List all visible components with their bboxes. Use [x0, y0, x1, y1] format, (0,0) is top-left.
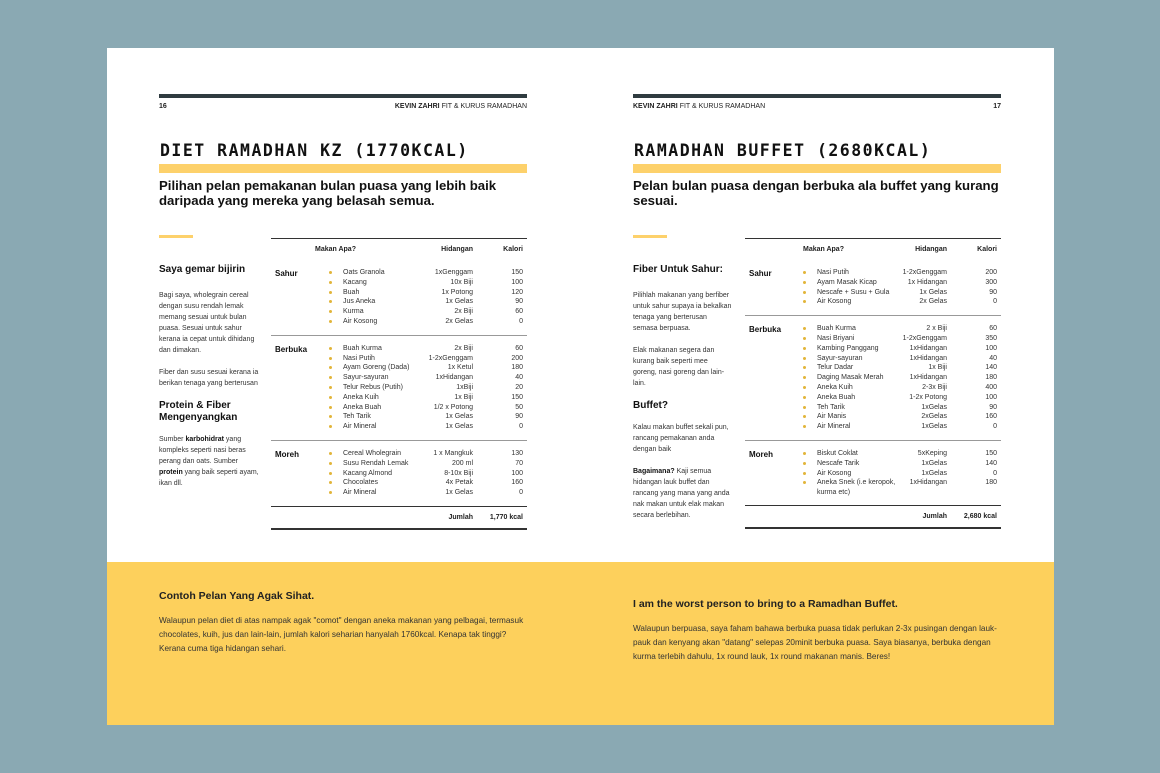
calorie-value: 0 — [993, 298, 997, 306]
table-body — [271, 260, 527, 506]
serving-size: 1xHidangan — [909, 354, 947, 362]
table-row — [271, 317, 527, 327]
food-item: Air Mineral — [343, 489, 377, 497]
table-row — [271, 373, 527, 383]
food-item: Chocolates — [343, 479, 379, 487]
calorie-value: 0 — [519, 423, 523, 431]
table-total — [745, 505, 1001, 527]
footer-right-box — [633, 598, 1001, 664]
table-row — [271, 307, 527, 317]
table-row — [271, 363, 527, 373]
table-row — [745, 449, 1001, 459]
running-header — [633, 103, 765, 110]
serving-size: 1x Gelas — [445, 489, 473, 497]
calorie-value: 300 — [985, 278, 997, 286]
bullet-icon — [803, 472, 806, 475]
sidebar-heading: Buffet? — [633, 400, 668, 411]
table-bottom-rule — [745, 527, 1001, 529]
sidebar-paragraph: Fiber dan susu sesuai kerana ia berikan tenaga yang berterusan — [159, 369, 259, 387]
serving-size: 4x Petak — [445, 479, 473, 487]
table-body — [745, 260, 1001, 505]
serving-size: 1x Biji — [928, 364, 947, 372]
food-item: Biskut Coklat — [817, 449, 858, 457]
food-item: Aneka Kuih — [343, 393, 379, 401]
bullet-icon — [329, 347, 332, 350]
serving-size: 1xGelas — [921, 459, 947, 467]
table-row — [271, 403, 527, 413]
serving-size: 1xGelas — [921, 423, 947, 431]
bullet-icon — [803, 357, 806, 360]
table-row — [745, 288, 1001, 298]
calorie-value: 140 — [985, 459, 997, 467]
total-value: 1,770 kcal — [489, 513, 523, 521]
page-number: 16 — [159, 103, 167, 110]
table-row — [745, 459, 1001, 469]
calorie-value: 200 — [511, 354, 523, 362]
calorie-value: 40 — [515, 374, 523, 382]
table-row — [745, 334, 1001, 344]
sidebar-heading: Protein & Fiber Mengenyangkan — [159, 400, 238, 423]
food-item: Oats Granola — [343, 269, 385, 276]
page-title: RAMADHAN BUFFET (2680KCAL) — [634, 141, 932, 160]
food-item: Jus Aneka — [343, 298, 376, 306]
col-header-item: Makan Apa? — [315, 246, 356, 253]
table-header — [271, 239, 527, 260]
serving-size: 1/2 x Potong — [433, 403, 473, 411]
food-item: Teh Tarik — [817, 403, 845, 411]
footer-heading: I am the worst person to bring to a Ramadhan Buffet. — [633, 598, 898, 610]
food-item: Kacang — [343, 278, 367, 286]
col-header-item: Makan Apa? — [803, 246, 844, 253]
calorie-value: 60 — [989, 325, 997, 333]
meal-group — [271, 335, 527, 440]
bullet-icon — [329, 281, 332, 284]
bullet-icon — [803, 271, 806, 274]
table-row — [271, 478, 527, 488]
meal-group — [271, 440, 527, 506]
col-header-calories: Kalori — [977, 246, 997, 253]
bullet-icon — [329, 320, 332, 323]
food-item: Aneka Buah — [343, 403, 382, 411]
food-item: Buah Kurma — [343, 344, 382, 352]
bullet-icon — [329, 366, 332, 369]
food-item: Daging Masak Merah — [817, 374, 884, 382]
calorie-value: 100 — [511, 469, 523, 477]
calorie-value: 160 — [985, 413, 997, 421]
food-item: Nasi Putih — [817, 269, 849, 276]
table-row — [745, 478, 1001, 497]
serving-size: 5xKeping — [917, 449, 947, 457]
sidebar-notes — [633, 264, 733, 532]
calorie-value: 100 — [511, 278, 523, 286]
food-item: Air Kosong — [343, 317, 378, 325]
serving-size: 10x Biji — [450, 278, 473, 286]
bullet-icon — [329, 396, 332, 399]
food-item: Nescafe + Susu + Gula — [817, 288, 890, 296]
serving-size: 1x Gelas — [445, 298, 473, 306]
serving-size: 1xGelas — [921, 469, 947, 477]
meal-table — [745, 238, 1001, 529]
calorie-value: 400 — [985, 383, 997, 391]
food-item: Air Kosong — [817, 298, 852, 306]
total-value: 2,680 kcal — [963, 513, 997, 521]
sidebar-paragraph: Elak makanan segera dan kurang baik seperti mee goreng, nasi goreng dan lain-lain. — [633, 347, 725, 387]
bullet-icon — [329, 462, 332, 465]
calorie-value: 180 — [985, 374, 997, 382]
sidebar-paragraph: Sumber karbohidrat yang kompleks seperti nasi beras perang dan oats. Sumber protein yang baik seperti ayam, ikan dll. — [159, 436, 259, 487]
calorie-value: 90 — [989, 288, 997, 296]
meal-group-label: Berbuka — [749, 325, 782, 335]
calorie-value: 150 — [511, 269, 523, 276]
table-row — [745, 393, 1001, 403]
footer-body: Walaupun pelan diet di atas nampak agak "comot" dengan aneka makanan yang pelbagai, termasuk chocolates, kuih, jus dan lain-lain, jumlah kalori seharian hanyalah 1760kcal. Kenapa tak tinggi? Kerana cuma tiga hidangan sehari. — [159, 616, 524, 653]
bullet-icon — [329, 415, 332, 418]
serving-size: 1x Gelas — [445, 413, 473, 421]
page-subtitle: Pelan bulan puasa dengan berbuka ala buffet yang kurang sesuai. — [633, 178, 999, 208]
serving-size: 1-2xGenggam — [902, 269, 947, 276]
serving-size: 1xGenggam — [434, 269, 473, 276]
book-spread — [107, 48, 1054, 725]
table-row — [745, 363, 1001, 373]
calorie-value: 180 — [511, 364, 523, 372]
sidebar-paragraph: Bagi saya, wholegrain cereal dengan susu rendah lemak memang sesuai untuk bulan puasa. Sesuai untuk sahur kerana ia cepat untuk dihidang dan dimakan. — [159, 292, 255, 354]
serving-size: 8-10x Biji — [444, 469, 473, 477]
serving-size: 200 ml — [451, 459, 473, 467]
accent-rule — [633, 235, 667, 238]
calorie-value: 150 — [511, 393, 523, 401]
meal-group-label: Sahur — [275, 269, 298, 278]
table-row — [745, 403, 1001, 413]
table-row — [745, 373, 1001, 383]
serving-size: 1xHidangan — [435, 374, 473, 382]
table-row — [745, 354, 1001, 364]
table-total — [271, 506, 527, 528]
calorie-value: 0 — [519, 489, 523, 497]
meal-group-label: Moreh — [749, 449, 773, 459]
bullet-icon — [803, 481, 806, 484]
bullet-icon — [329, 357, 332, 360]
calorie-value: 0 — [993, 469, 997, 477]
bullet-icon — [803, 396, 806, 399]
serving-size: 2-3x Biji — [922, 383, 947, 391]
food-item: Buah Kurma — [817, 325, 856, 333]
serving-size: 1x Hidangan — [907, 278, 947, 286]
bullet-icon — [803, 406, 806, 409]
meal-group — [745, 440, 1001, 505]
serving-size: 2x Biji — [454, 308, 473, 316]
bullet-icon — [803, 327, 806, 330]
total-label: Jumlah — [448, 513, 473, 521]
title-highlight — [633, 164, 1001, 173]
food-item: Buah — [343, 288, 360, 296]
bullet-icon — [329, 472, 332, 475]
table-row — [271, 393, 527, 403]
serving-size: 2x Gelas — [919, 298, 947, 306]
serving-size: 1x Ketul — [447, 364, 473, 372]
calorie-value: 60 — [515, 308, 523, 316]
food-item: Aneka Buah — [817, 393, 856, 401]
food-item: Kacang Almond — [343, 469, 393, 477]
calorie-value: 160 — [511, 479, 523, 487]
serving-size: 1xHidangan — [909, 374, 947, 382]
food-item: Air Mineral — [817, 423, 851, 431]
food-item: Sayur-sayuran — [817, 354, 863, 362]
table-row — [271, 297, 527, 307]
calorie-value: 350 — [985, 334, 997, 342]
serving-size: 2x Biji — [454, 344, 473, 352]
table-row — [271, 354, 527, 364]
bullet-icon — [803, 366, 806, 369]
food-item: Teh Tarik — [343, 413, 371, 421]
running-header — [395, 103, 527, 110]
bullet-icon — [803, 452, 806, 455]
food-item: Air Kosong — [817, 469, 852, 477]
serving-size: 1xHidangan — [909, 344, 947, 352]
left-page — [107, 48, 580, 562]
col-header-serving: Hidangan — [915, 246, 947, 253]
food-item: Nescafe Tarik — [817, 459, 860, 467]
table-row — [745, 422, 1001, 432]
table-row — [745, 324, 1001, 334]
table-header — [745, 239, 1001, 260]
table-row — [271, 278, 527, 288]
table-row — [271, 449, 527, 459]
meal-group — [745, 260, 1001, 315]
footer-left-box — [159, 590, 527, 656]
bullet-icon — [329, 425, 332, 428]
accent-rule — [159, 235, 193, 238]
food-item: Cereal Wholegrain — [343, 449, 401, 457]
food-item: Sayur-sayuran — [343, 374, 389, 382]
table-row — [745, 297, 1001, 307]
total-label: Jumlah — [922, 513, 947, 521]
meal-group-label: Sahur — [749, 269, 772, 278]
title-highlight — [159, 164, 527, 173]
meal-group — [271, 260, 527, 335]
bullet-icon — [329, 376, 332, 379]
table-row — [271, 288, 527, 298]
calorie-value: 100 — [985, 344, 997, 352]
bullet-icon — [803, 386, 806, 389]
calorie-value: 0 — [519, 317, 523, 325]
table-row — [271, 459, 527, 469]
food-item: Aneka Snek (i.e keropok, kurma etc) — [817, 479, 896, 496]
serving-size: 1 x Mangkuk — [433, 449, 473, 457]
food-item: Telur Dadar — [817, 364, 854, 372]
serving-size: 1x Gelas — [445, 423, 473, 431]
right-page — [581, 48, 1054, 562]
calorie-value: 180 — [985, 479, 997, 487]
food-item: Ayam Masak Kicap — [817, 278, 877, 286]
calorie-value: 40 — [989, 354, 997, 362]
table-row — [745, 469, 1001, 479]
bullet-icon — [329, 452, 332, 455]
calorie-value: 90 — [989, 403, 997, 411]
serving-size: 1x Potong — [441, 288, 473, 296]
page-subtitle: Pilihan pelan pemakanan bulan puasa yang lebih baik daripada yang mereka yang belasah semua. — [159, 178, 497, 208]
bullet-icon — [803, 462, 806, 465]
serving-size: 1-2xGenggam — [428, 354, 473, 362]
col-header-serving: Hidangan — [441, 246, 473, 253]
bullet-icon — [803, 281, 806, 284]
bullet-icon — [329, 291, 332, 294]
table-bottom-rule — [271, 528, 527, 530]
calorie-value: 120 — [511, 288, 523, 296]
page-title: DIET RAMADHAN KZ (1770KCAL) — [160, 141, 469, 160]
calorie-value: 200 — [985, 269, 997, 276]
bullet-icon — [803, 425, 806, 428]
bullet-icon — [803, 376, 806, 379]
runner-title: FIT & KURUS RAMADHAN — [441, 103, 527, 110]
table-row — [271, 469, 527, 479]
sidebar-paragraph: Pilihlah makanan yang berfiber untuk sahur supaya ia bekalkan tenaga yang berterusan semasa berpuasa. — [633, 292, 732, 332]
serving-size: 1-2x Potong — [909, 393, 947, 401]
table-row — [271, 383, 527, 393]
bullet-icon — [329, 406, 332, 409]
table-row — [271, 412, 527, 422]
runner-title: FIT & KURUS RAMADHAN — [679, 103, 766, 110]
bullet-icon — [329, 491, 332, 494]
col-header-calories: Kalori — [503, 246, 523, 253]
bullet-icon — [329, 300, 332, 303]
table-row — [745, 383, 1001, 393]
serving-size: 1x Gelas — [919, 288, 947, 296]
calorie-value: 50 — [515, 403, 523, 411]
food-item: Kurma — [343, 308, 364, 316]
header-rule — [159, 94, 527, 98]
meal-group — [745, 315, 1001, 440]
food-item: Telur Rebus (Putih) — [343, 383, 403, 391]
footer-body: Walaupun berpuasa, saya faham bahawa berbuka puasa tidak perlukan 2-3x pusingan dengan lauk-pauk dan kenyang akan "datang" selepas 20minit berbuka puasa. Saya biasanya, berbuka dengan kurma terlebih dahulu, 1x round lauk, 1x round makanan manis. Beres! — [633, 624, 997, 661]
serving-size: 1xBiji — [456, 383, 473, 391]
food-item: Ayam Goreng (Dada) — [343, 364, 410, 372]
calorie-value: 130 — [511, 449, 523, 457]
calorie-value: 140 — [985, 364, 997, 372]
calorie-value: 100 — [985, 393, 997, 401]
bullet-icon — [329, 271, 332, 274]
meal-table — [271, 238, 527, 530]
food-item: Air Mineral — [343, 423, 377, 431]
page-number: 17 — [993, 103, 1001, 110]
runner-author: KEVIN ZAHRI — [633, 103, 678, 110]
serving-size: 1x Biji — [454, 393, 473, 401]
meal-group-label: Moreh — [275, 449, 299, 459]
serving-size: 1xGelas — [921, 403, 947, 411]
table-row — [745, 344, 1001, 354]
serving-size: 2xGelas — [921, 413, 947, 421]
sidebar-paragraph: Bagaimana? Kaji semua hidangan lauk buffet dan rancang yang mana yang anda nak makan untuk elak makan secara berlebihan. — [633, 468, 730, 519]
header-rule — [633, 94, 1001, 98]
table-row — [745, 268, 1001, 278]
food-item: Nasi Briyani — [817, 334, 855, 342]
calorie-value: 20 — [515, 383, 523, 391]
serving-size: 2 x Biji — [926, 325, 947, 333]
bullet-icon — [329, 310, 332, 313]
calorie-value: 90 — [515, 413, 523, 421]
table-row — [271, 422, 527, 432]
footer-heading: Contoh Pelan Yang Agak Sihat. — [159, 590, 315, 602]
bullet-icon — [329, 481, 332, 484]
bullet-icon — [803, 347, 806, 350]
table-row — [271, 344, 527, 354]
calorie-value: 90 — [515, 298, 523, 306]
footer-panel — [107, 562, 1054, 725]
table-row — [271, 268, 527, 278]
bullet-icon — [803, 291, 806, 294]
bullet-icon — [803, 415, 806, 418]
calorie-value: 0 — [993, 423, 997, 431]
serving-size: 1xHidangan — [909, 479, 947, 487]
food-item: Susu Rendah Lemak — [343, 459, 409, 467]
bullet-icon — [329, 386, 332, 389]
calorie-value: 60 — [515, 344, 523, 352]
calorie-value: 70 — [515, 459, 523, 467]
meal-group-label: Berbuka — [275, 344, 308, 354]
sidebar-notes — [159, 264, 259, 500]
bullet-icon — [803, 300, 806, 303]
food-item: Aneka Kuih — [817, 383, 853, 391]
table-row — [745, 278, 1001, 288]
food-item: Nasi Putih — [343, 354, 375, 362]
sidebar-heading: Fiber Untuk Sahur: — [633, 264, 724, 275]
food-item: Kambing Panggang — [817, 344, 879, 352]
serving-size: 1-2xGenggam — [902, 334, 947, 342]
calorie-value: 150 — [985, 449, 997, 457]
food-item: Air Manis — [817, 413, 847, 421]
sidebar-heading: Saya gemar bijirin — [159, 264, 246, 275]
runner-author: KEVIN ZAHRI — [394, 103, 440, 110]
serving-size: 2x Gelas — [445, 317, 473, 325]
bullet-icon — [803, 337, 806, 340]
table-row — [745, 412, 1001, 422]
table-row — [271, 488, 527, 498]
sidebar-paragraph: Kalau makan buffet sekali pun, rancang pemakanan anda dengan baik — [633, 424, 729, 453]
